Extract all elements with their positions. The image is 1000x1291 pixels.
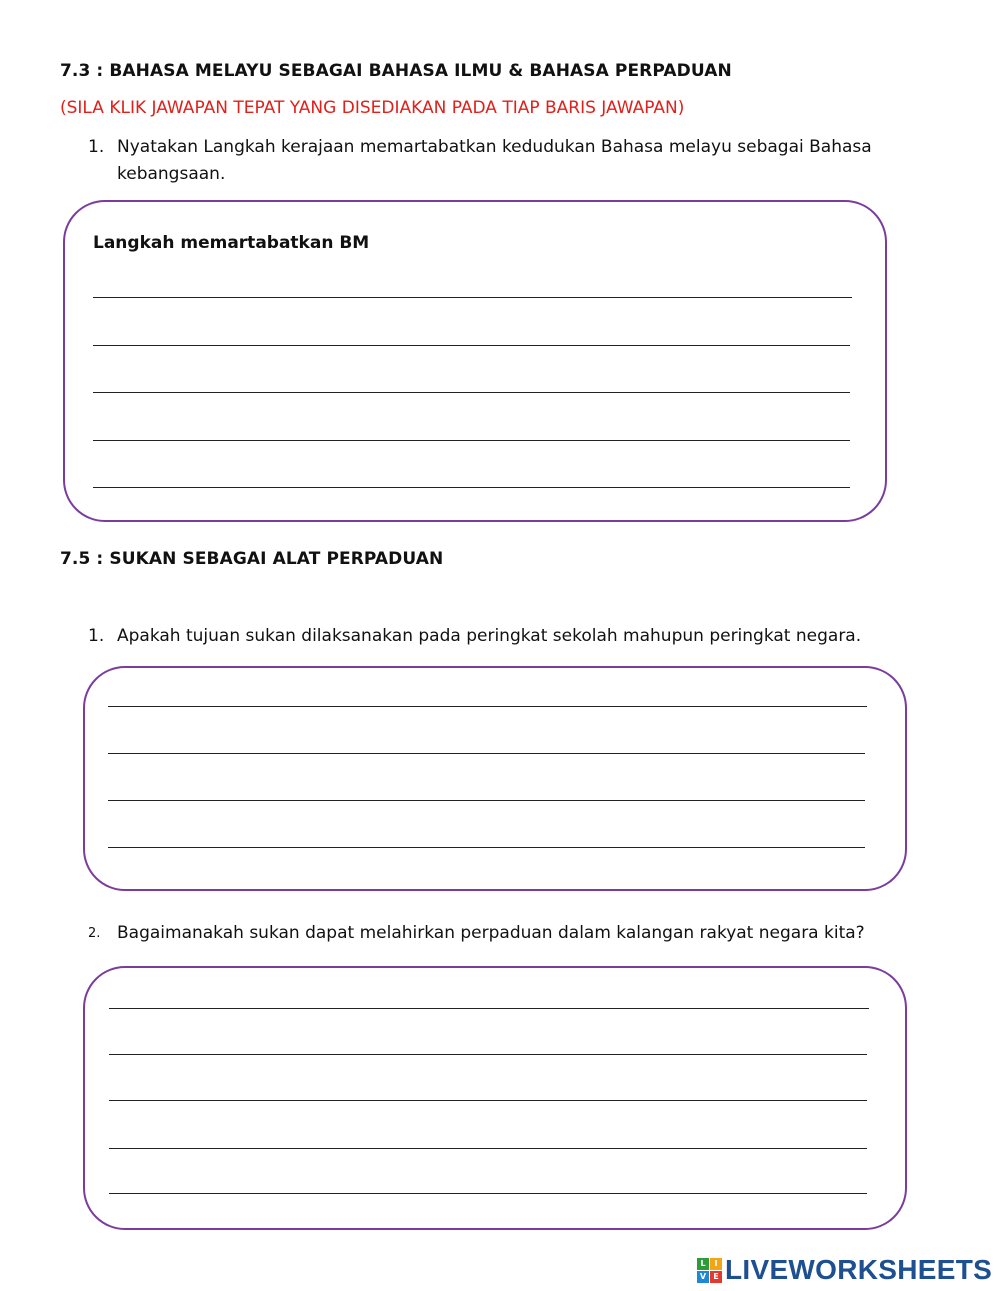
logo-letter: V [697,1271,709,1283]
question-7-3-1 [88,134,908,188]
question-number: 1. [88,137,105,157]
liveworksheets-logo [697,1254,992,1286]
question-text-line-2: kebangsaan. [117,164,226,184]
answer-line[interactable] [108,706,867,707]
answer-line[interactable] [109,1148,867,1149]
question-7-5-2 [88,920,928,947]
question-7-5-1 [88,623,928,650]
answer-line[interactable] [109,1054,867,1055]
question-text-line-1: Nyatakan Langkah kerajaan memartabatkan kedudukan Bahasa melayu sebagai Bahasa [117,137,872,157]
answer-box-7-3 [63,200,887,522]
question-number: 2. [88,926,101,941]
answer-line[interactable] [93,440,850,441]
answer-line[interactable] [93,487,850,488]
answer-line[interactable] [93,345,850,346]
answer-line[interactable] [108,753,865,754]
instruction-text: (SILA KLIK JAWAPAN TEPAT YANG DISEDIAKAN PADA TIAP BARIS JAWAPAN) [60,98,685,118]
section-heading-7-3: 7.3 : BAHASA MELAYU SEBAGAI BAHASA ILMU & BAHASA PERPADUAN [60,61,732,81]
answer-line[interactable] [93,297,852,298]
logo-letter: I [710,1258,722,1270]
answer-line[interactable] [109,1193,867,1194]
logo-letter: E [710,1271,722,1283]
answer-line[interactable] [109,1008,869,1009]
answer-line[interactable] [93,392,850,393]
question-text: Apakah tujuan sukan dilaksanakan pada peringkat sekolah mahupun peringkat negara. [117,626,862,646]
section-heading-7-5: 7.5 : SUKAN SEBAGAI ALAT PERPADUAN [60,549,444,569]
logo-mark-icon [697,1258,722,1283]
logo-letter: L [697,1258,709,1270]
answer-box-title: Langkah memartabatkan BM [93,233,370,253]
question-number: 1. [88,626,105,646]
question-text: Bagaimanakah sukan dapat melahirkan perpaduan dalam kalangan rakyat negara kita? [117,923,865,943]
answer-line[interactable] [108,847,865,848]
answer-box-7-5-1 [83,666,907,891]
logo-text: LIVEWORKSHEETS [725,1254,993,1285]
answer-line[interactable] [109,1100,867,1101]
answer-line[interactable] [108,800,865,801]
answer-box-7-5-2 [83,966,907,1230]
